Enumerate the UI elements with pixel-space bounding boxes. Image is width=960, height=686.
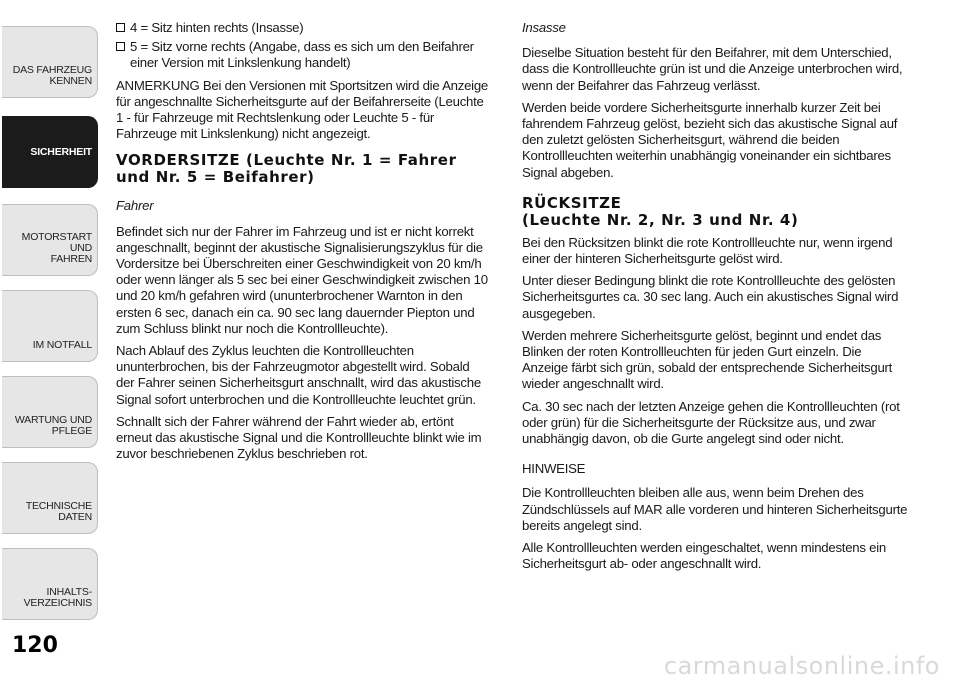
bullet-text: 4 = Sitz hinten rechts (Insasse) — [130, 20, 304, 35]
tab-label: IM NOTFALL — [32, 339, 92, 351]
tab-label: MOTORSTART UND FAHREN — [21, 231, 92, 265]
bullet-text: 5 = Sitz vorne rechts (Angabe, dass es sich um den Beifahrer einer Version mit Linkslenkung handelt) — [130, 39, 474, 71]
heading-line: (Leuchte Nr. 2, Nr. 3 und Nr. 4) — [522, 210, 799, 229]
subheading-fahrer: Fahrer — [116, 198, 154, 214]
tab-wartung-und-pflege[interactable] — [2, 376, 98, 448]
tab-label: TECHNISCHE DATEN — [25, 500, 92, 523]
subheading-insasse: Insasse — [522, 20, 566, 35]
body-paragraph: Werden mehrere Sicherheitsgurte gelöst, beginnt und endet das Blinken der roten Kontrollleuchten für jeden Gurt einzeln. Die Anzeige färbt sich grün, sobald der entsprechende Sicherheitsgurt wieder angeschnallt wird. — [522, 327, 893, 392]
body-paragraph: Schnallt sich der Fahrer während der Fahrt wieder ab, ertönt erneut das akustische Signal und die Kontrollleuchte blinkt wie im zuvor beschriebenen Zyklus beschrieben rot. — [116, 413, 482, 462]
body-paragraph: Unter dieser Bedingung blinkt die rote Kontrollleuchte des gelösten Sicherheitsgurtes ca. 30 sec lang. Auch ein akustisches Signal wird ausgegeben. — [522, 273, 899, 321]
checkbox-bullet-icon — [116, 42, 125, 51]
list-item — [116, 39, 490, 71]
watermark: carmanualsonline.info — [663, 652, 940, 680]
tab-motorstart-und-fahren[interactable] — [2, 204, 98, 276]
tab-inhaltsverzeichnis[interactable] — [2, 548, 98, 620]
hint-title: HINWEISE — [522, 461, 586, 477]
tab-label: SICHERHEIT — [30, 145, 92, 158]
body-paragraph: Werden beide vordere Sicherheitsgurte innerhalb kurzer Zeit bei fahrendem Fahrzeug gelöst, bezieht sich das akustische Signal auf den zuletzt gelösten Sicherheitsgurt, während die beiden Kontrollleuchten weiterhin unabhängig voneinander ein sichtbares Signal abgeben. — [522, 99, 898, 180]
tab-das-fahrzeug-kennen[interactable] — [2, 26, 98, 98]
hint-paragraph: Alle Kontrollleuchten werden eingeschaltet, wenn mindestens ein Sicherheitsgurt ab- oder angeschnallt wird. — [522, 540, 886, 572]
tab-technische-daten[interactable] — [2, 462, 98, 534]
heading-line: RÜCKSITZE — [522, 193, 622, 212]
section-heading-ruecksitze — [522, 195, 908, 229]
body-paragraph: Ca. 30 sec nach der letzten Anzeige gehen die Kontrollleuchten (rot oder grün) für die Sicherheitsgurte der Rücksitze aus, und zwar unabhängig davon, ob die Gurte angelegt sind oder nicht. — [522, 398, 900, 447]
note-paragraph: ANMERKUNG Bei den Versionen mit Sportsitzen wird die Anzeige für angeschnallte Sicherheitsgurte auf der Beifahrerseite (Leuchte 1 - für Fahrzeuge mit Rechtslenkung oder Leuchte 5 - für Fahrzeuge mit Linkslenkung) nicht angezeigt. — [116, 77, 489, 142]
tab-im-notfall[interactable] — [2, 290, 98, 362]
section-heading-vordersitze: VORDERSITZE (Leuchte Nr. 1 = Fahrer und Nr. 5 = Beifahrer) — [116, 151, 457, 187]
body-paragraph: Dieselbe Situation besteht für den Beifahrer, mit dem Unterschied, dass die Kontrollleuchte grün ist und die Anzeige unterbrochen wird, wenn der Beifahrer das Fahrzeug verlässt. — [522, 45, 903, 93]
page-number: 120 — [12, 633, 58, 658]
tab-label: DAS FAHRZEUG KENNEN — [12, 64, 92, 87]
left-column — [116, 20, 490, 468]
tab-label: INHALTS- VERZEICHNIS — [23, 586, 92, 609]
chapter-sidebar — [0, 0, 100, 686]
tab-label: WARTUNG UND PFLEGE — [14, 414, 92, 437]
body-paragraph: Bei den Rücksitzen blinkt die rote Kontrollleuchte nur, wenn irgend einer der hinteren Sicherheitsgurte gelöst wird. — [522, 234, 893, 267]
body-paragraph: Nach Ablauf des Zyklus leuchten die Kontrollleuchten ununterbrochen, bis der Fahrzeugmotor abgestellt wird. Sobald der Fahrer seinen Sicherheitsgurt anschnallt, wird das akustische Signal sofort unterbrochen und die Kontrollleuchte leuchtet grün. — [116, 343, 481, 407]
right-column — [522, 20, 908, 578]
checkbox-bullet-icon — [116, 23, 125, 32]
body-paragraph: Befindet sich nur der Fahrer im Fahrzeug und ist er nicht korrekt angeschnallt, beginnt der akustische Signalisierungszyklus für die Vordersitze bei Überschreiten einer Geschwindigkeit von 20 km/h oder wenn länger als 5 sec bei einer Geschwindigkeit zwischen 10 und 20 km/h gefahren wird (ununterbrochener Warnton in den ersten 6 sec, danach ein ca. 90 sec lang dauernder Piepton und zum Schluss blinkt nur noch die Kontrollleuchte). — [116, 223, 488, 336]
tab-sicherheit[interactable] — [2, 116, 98, 188]
hint-paragraph: Die Kontrollleuchten bleiben alle aus, wenn beim Drehen des Zündschlüssels auf MAR alle vorderen und hinteren Sicherheitsgurte bereits angelegt sind. — [522, 485, 908, 533]
list-item — [116, 20, 490, 36]
